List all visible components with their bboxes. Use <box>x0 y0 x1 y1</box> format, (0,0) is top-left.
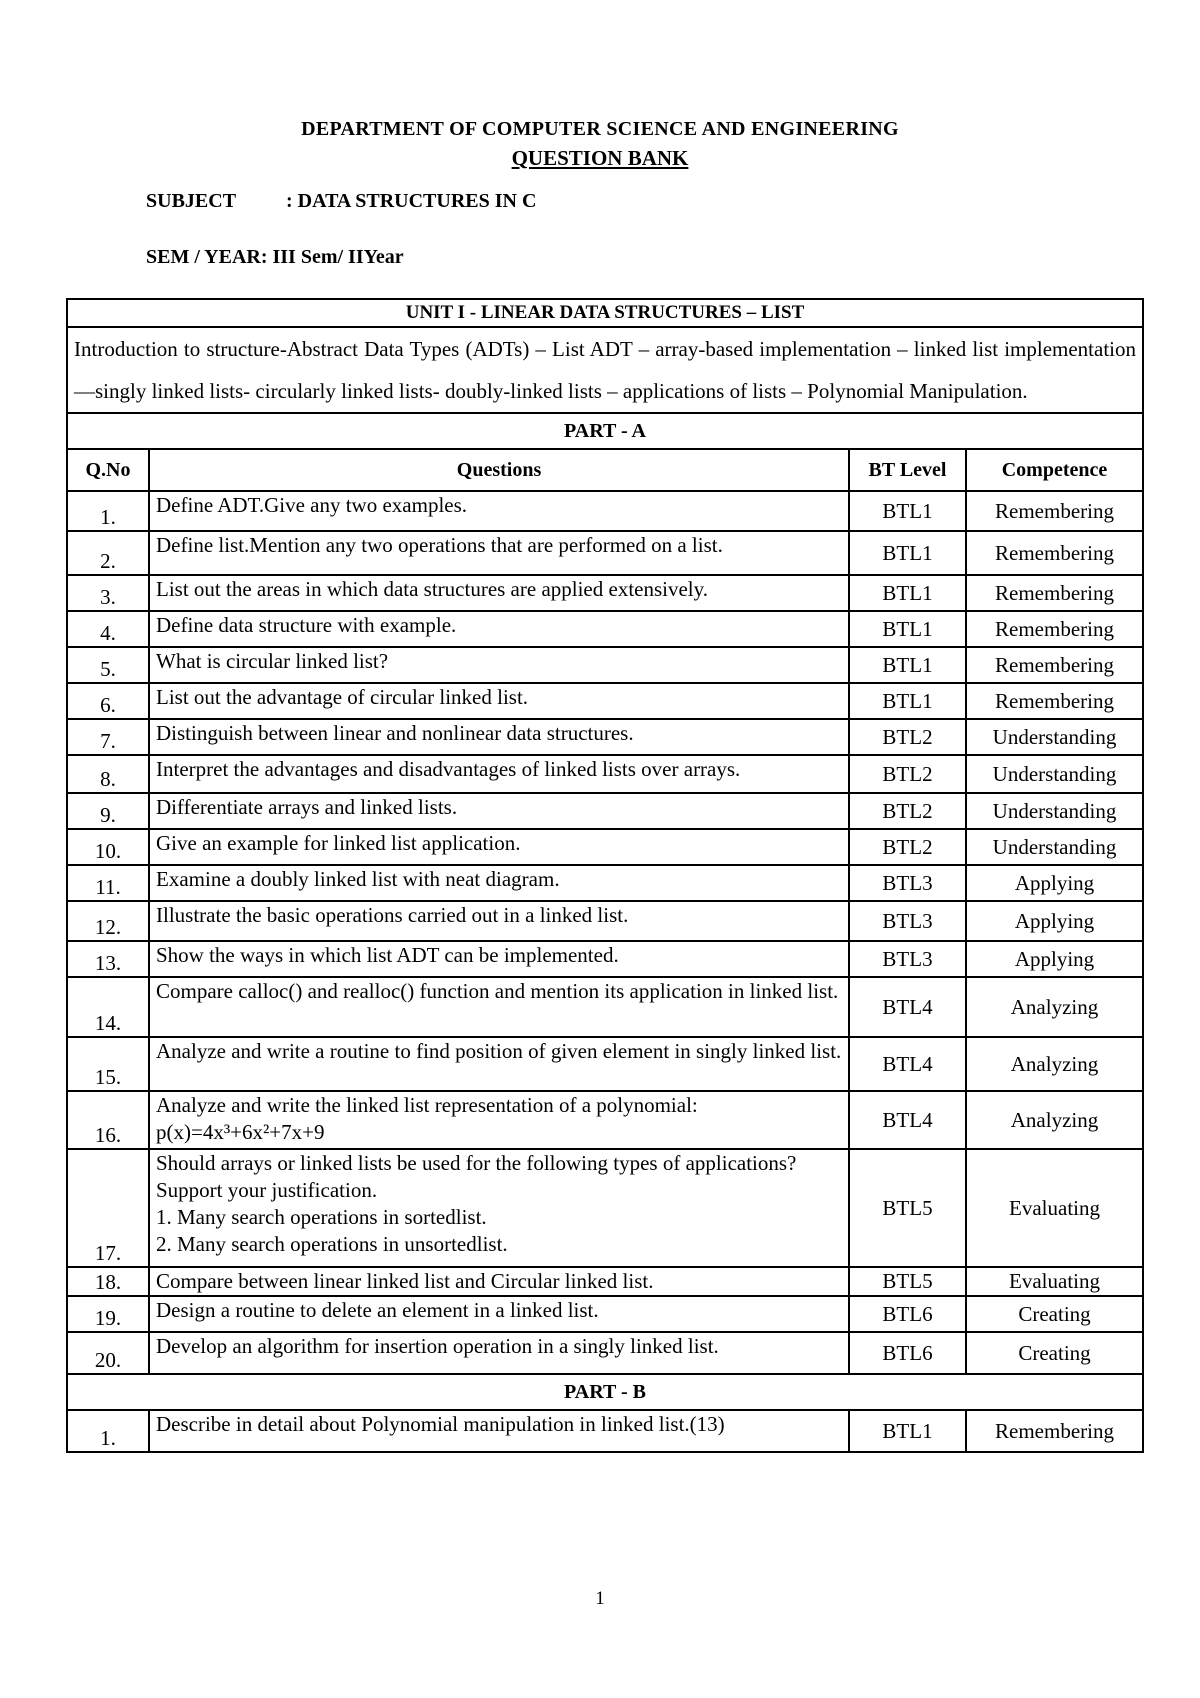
competence: Evaluating <box>966 1149 1143 1267</box>
question-number: 20. <box>67 1332 149 1374</box>
bt-level: BTL2 <box>849 755 966 793</box>
question-text: Differentiate arrays and linked lists. <box>149 793 849 829</box>
question-text: List out the advantage of circular linked list. <box>149 683 849 719</box>
column-header-competence: Competence <box>966 449 1143 491</box>
question-text: Define list.Mention any two operations that are performed on a list. <box>149 531 849 575</box>
question-number: 17. <box>67 1149 149 1267</box>
bt-level: BTL5 <box>849 1267 966 1296</box>
question-text: Examine a doubly linked list with neat diagram. <box>149 865 849 901</box>
bt-level: BTL6 <box>849 1296 966 1332</box>
page-number: 1 <box>595 1588 605 1609</box>
column-header-questions: Questions <box>149 449 849 491</box>
table-row <box>67 575 1143 611</box>
competence: Remembering <box>966 575 1143 611</box>
question-text: Show the ways in which list ADT can be implemented. <box>149 941 849 977</box>
competence: Remembering <box>966 683 1143 719</box>
table-row <box>67 865 1143 901</box>
unit-title: UNIT I - LINEAR DATA STRUCTURES – LIST <box>67 299 1143 327</box>
question-bank-table <box>66 298 1144 1453</box>
table-row <box>67 793 1143 829</box>
competence: Applying <box>966 901 1143 941</box>
question-number: 10. <box>67 829 149 865</box>
subject-line <box>146 190 536 213</box>
bt-level: BTL3 <box>849 901 966 941</box>
question-number: 19. <box>67 1296 149 1332</box>
table-row <box>67 1410 1143 1452</box>
table-row <box>67 1267 1143 1296</box>
bt-level: BTL2 <box>849 829 966 865</box>
question-text: Interpret the advantages and disadvantages of linked lists over arrays. <box>149 755 849 793</box>
table-row <box>67 1149 1143 1267</box>
competence: Evaluating <box>966 1267 1143 1296</box>
competence: Creating <box>966 1332 1143 1374</box>
bt-level: BTL4 <box>849 977 966 1037</box>
question-number: 1. <box>67 491 149 531</box>
competence: Creating <box>966 1296 1143 1332</box>
table-row <box>67 531 1143 575</box>
question-text: Analyze and write the linked list representation of a polynomial: p(x)=4x³+6x²+7x+9 <box>149 1091 849 1149</box>
question-text: Distinguish between linear and nonlinear data structures. <box>149 719 849 755</box>
bt-level: BTL2 <box>849 793 966 829</box>
question-number: 2. <box>67 531 149 575</box>
question-text: Compare calloc() and realloc() function and mention its application in linked list. <box>149 977 849 1037</box>
bt-level: BTL1 <box>849 683 966 719</box>
table-row <box>67 491 1143 531</box>
question-number: 8. <box>67 755 149 793</box>
table-row <box>67 941 1143 977</box>
competence: Understanding <box>966 755 1143 793</box>
table-row <box>67 977 1143 1037</box>
question-number: 16. <box>67 1091 149 1149</box>
question-text: Compare between linear linked list and Circular linked list. <box>149 1267 849 1296</box>
table-row <box>67 755 1143 793</box>
part-a-label: PART - A <box>67 413 1143 449</box>
bt-level: BTL1 <box>849 531 966 575</box>
question-number: 15. <box>67 1037 149 1091</box>
question-text: Define ADT.Give any two examples. <box>149 491 849 531</box>
question-text: What is circular linked list? <box>149 647 849 683</box>
question-number: 12. <box>67 901 149 941</box>
question-text: Design a routine to delete an element in a linked list. <box>149 1296 849 1332</box>
subject-value: : DATA STRUCTURES IN C <box>286 190 537 212</box>
bt-level: BTL2 <box>849 719 966 755</box>
bt-level: BTL1 <box>849 611 966 647</box>
table-row <box>67 611 1143 647</box>
bt-level: BTL1 <box>849 1410 966 1452</box>
table-row <box>67 647 1143 683</box>
bt-level: BTL3 <box>849 941 966 977</box>
competence: Remembering <box>966 647 1143 683</box>
column-header-row <box>67 449 1143 491</box>
question-number: 11. <box>67 865 149 901</box>
competence: Remembering <box>966 611 1143 647</box>
table-row <box>67 1091 1143 1149</box>
competence: Analyzing <box>966 1091 1143 1149</box>
bt-level: BTL1 <box>849 491 966 531</box>
question-text: Give an example for linked list application. <box>149 829 849 865</box>
question-number: 9. <box>67 793 149 829</box>
question-text: Should arrays or linked lists be used for the following types of applications? Support your justification. 1. Many search operations in sortedlist. 2. Many search operations in unsortedlist. <box>149 1149 849 1267</box>
competence: Applying <box>966 941 1143 977</box>
competence: Analyzing <box>966 977 1143 1037</box>
question-number: 18. <box>67 1267 149 1296</box>
competence: Applying <box>966 865 1143 901</box>
competence: Understanding <box>966 719 1143 755</box>
column-header-qno: Q.No <box>67 449 149 491</box>
department-title: DEPARTMENT OF COMPUTER SCIENCE AND ENGINEERING <box>301 118 899 140</box>
table-row <box>67 901 1143 941</box>
table-row <box>67 683 1143 719</box>
question-text: Analyze and write a routine to find position of given element in singly linked list. <box>149 1037 849 1091</box>
table-row <box>67 1037 1143 1091</box>
competence: Remembering <box>966 491 1143 531</box>
bt-level: BTL4 <box>849 1037 966 1091</box>
question-number: 14. <box>67 977 149 1037</box>
subject-label: SUBJECT <box>146 190 237 212</box>
sem-year-line: SEM / YEAR: III Sem/ IIYear <box>146 246 404 268</box>
table-row <box>67 1332 1143 1374</box>
question-number: 7. <box>67 719 149 755</box>
document-title: QUESTION BANK <box>511 146 689 170</box>
competence: Remembering <box>966 1410 1143 1452</box>
question-text: List out the areas in which data structures are applied extensively. <box>149 575 849 611</box>
question-number: 1. <box>67 1410 149 1452</box>
bt-level: BTL3 <box>849 865 966 901</box>
column-header-bt-level: BT Level <box>849 449 966 491</box>
table-row <box>67 719 1143 755</box>
question-number: 3. <box>67 575 149 611</box>
question-number: 13. <box>67 941 149 977</box>
question-text: Develop an algorithm for insertion operation in a singly linked list. <box>149 1332 849 1374</box>
question-text: Illustrate the basic operations carried out in a linked list. <box>149 901 849 941</box>
question-text: Describe in detail about Polynomial manipulation in linked list.(13) <box>149 1410 849 1452</box>
question-number: 4. <box>67 611 149 647</box>
competence: Remembering <box>966 531 1143 575</box>
bt-level: BTL4 <box>849 1091 966 1149</box>
table-row <box>67 829 1143 865</box>
question-text: Define data structure with example. <box>149 611 849 647</box>
part-b-label: PART - B <box>67 1374 1143 1410</box>
table-row <box>67 1296 1143 1332</box>
competence: Understanding <box>966 829 1143 865</box>
competence: Understanding <box>966 793 1143 829</box>
bt-level: BTL1 <box>849 647 966 683</box>
bt-level: BTL1 <box>849 575 966 611</box>
competence: Analyzing <box>966 1037 1143 1091</box>
question-number: 6. <box>67 683 149 719</box>
unit-description: Introduction to structure-Abstract Data Types (ADTs) – List ADT – array-based implementation – linked list implementation —singly linked lists- circularly linked lists- doubly-linked lists – applications of lists – Polynomial Manipulation. <box>67 327 1143 413</box>
bt-level: BTL5 <box>849 1149 966 1267</box>
question-number: 5. <box>67 647 149 683</box>
bt-level: BTL6 <box>849 1332 966 1374</box>
